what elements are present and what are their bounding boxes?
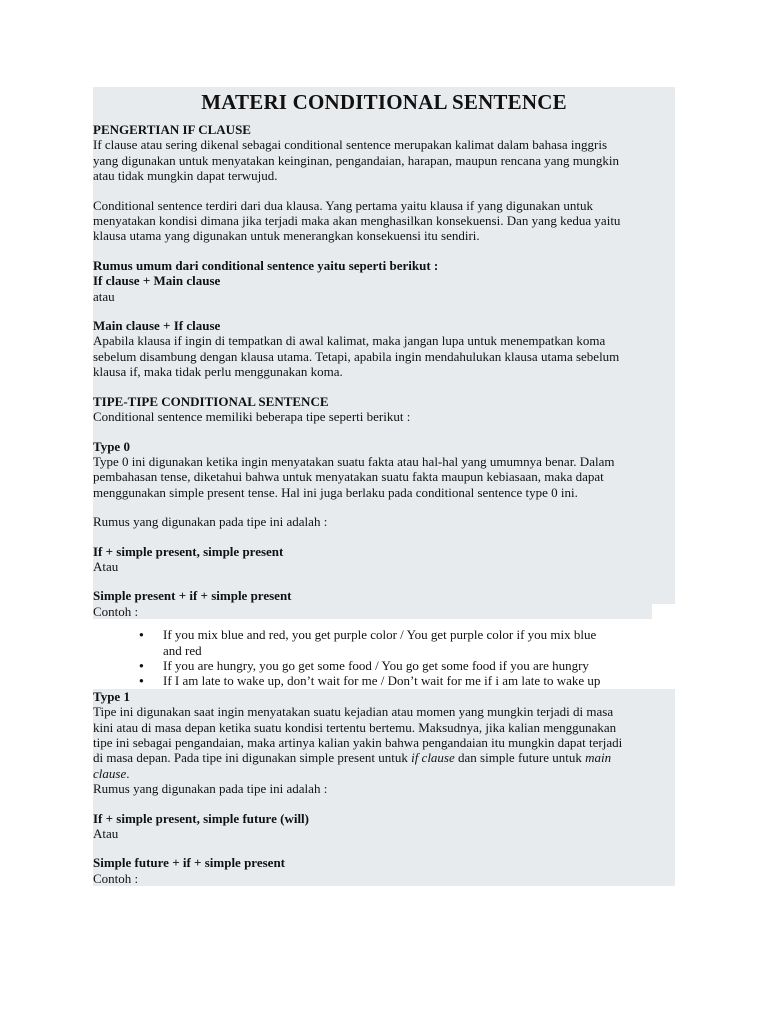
paragraph-line: sebelum disambung dengan klausa utama. Tetapi, apabila ingin mendahulukan klausa utama sebelum — [93, 348, 620, 364]
atau-text: Atau — [93, 558, 119, 574]
tipe-intro: Conditional sentence memiliki beberapa tipe seperti berikut : — [93, 409, 411, 425]
document-page — [93, 87, 675, 886]
contoh-label: Contoh : — [93, 603, 139, 619]
formula-main-if: Main clause + If clause — [93, 318, 221, 334]
example-text: If you mix blue and red, you get purple color / You get purple color if you mix blue — [163, 627, 597, 643]
text-run: dan simple future untuk — [454, 750, 586, 766]
section-heading-tipe: TIPE-TIPE CONDITIONAL SENTENCE — [93, 393, 329, 409]
paragraph-line — [93, 750, 675, 765]
italic-term: clause — [93, 765, 127, 781]
paragraph-line: yang digunakan untuk menyatakan keinginan, pengandaian, harapan, maupun rencana yang mungkin — [93, 152, 619, 168]
italic-term: if clause — [411, 750, 455, 766]
paragraph-line: tipe ini sebagai pengandaian, maka artinya kalian yakin bahwa pengandaian itu mungkin dapat terjadi — [93, 735, 623, 750]
italic-term: main — [585, 750, 612, 766]
example-text: If I am late to wake up, don’t wait for me / Don’t wait for me if i am late to wake up — [163, 673, 601, 689]
paragraph-line: klausa if, maka tidak perlu menggunakan koma. — [93, 364, 343, 380]
rumus-intro: Rumus yang digunakan pada tipe ini adalah : — [93, 781, 328, 797]
atau-text: atau — [93, 288, 115, 304]
paragraph-line: klausa utama yang digunakan untuk menerangkan konsekuensi itu sendiri. — [93, 228, 480, 244]
list-item — [163, 658, 675, 673]
paragraph-line: Type 0 ini digunakan ketika ingin menyatakan suatu fakta atau hal-hal yang umumnya benar. Dalam — [93, 453, 615, 469]
paragraph-line: menyatakan kondisi dimana jika terjadi maka akan menghasilkan konsekuensi. Dan yang kedua yaitu — [93, 213, 621, 229]
formula-if-main: If clause + Main clause — [93, 273, 221, 289]
section-heading-pengertian: PENGERTIAN IF CLAUSE — [93, 122, 251, 137]
paragraph-line: Tipe ini digunakan saat ingin menyatakan suatu kejadian atau momen yang mungkin terjadi di masa — [93, 704, 614, 720]
text-run: di masa depan. Pada tipe ini digunakan simple present untuk — [93, 750, 412, 766]
type0-heading: Type 0 — [93, 438, 130, 454]
list-item — [163, 673, 675, 688]
example-list — [93, 619, 675, 689]
formula-type1-2: Simple future + if + simple present — [93, 855, 285, 871]
paragraph-line: Apabila klausa if ingin di tempatkan di awal kalimat, maka jangan lupa untuk menempatkan koma — [93, 333, 606, 349]
paragraph-line: pembahasan tense, diketahui bahwa untuk menyatakan suatu fakta maupun kebiasaan, maka dapat — [93, 469, 604, 485]
example-text: and red — [163, 642, 202, 658]
rumus-intro: Rumus yang digunakan pada tipe ini adalah : — [93, 514, 328, 530]
atau-text: Atau — [93, 826, 119, 842]
shaded-contoh — [93, 604, 652, 619]
paragraph-line: menggunakan simple present tense. Hal ini juga berlaku pada conditional sentence type 0 ini. — [93, 484, 578, 500]
shaded-section-bottom — [93, 689, 675, 886]
formula-type0-2: Simple present + if + simple present — [93, 588, 292, 604]
list-item — [163, 627, 675, 658]
text-run: . — [126, 765, 130, 781]
paragraph-line: atau tidak mungkin dapat terwujud. — [93, 168, 278, 184]
formula-type0-1: If + simple present, simple present — [93, 543, 284, 559]
paragraph-line: If clause atau sering dikenal sebagai conditional sentence merupakan kalimat dalam bahasa inggris — [93, 137, 608, 153]
example-text: If you are hungry, you go get some food / You go get some food if you are hungry — [163, 657, 589, 673]
paragraph-line: kini atau di masa depan ketika suatu kondisi tertentu bertemu. Maksudnya, jika kalian menggunakan — [93, 719, 617, 735]
shaded-section-top — [93, 87, 675, 604]
page-title: MATERI CONDITIONAL SENTENCE — [201, 90, 567, 114]
paragraph-line — [93, 766, 675, 781]
paragraph-line: Conditional sentence terdiri dari dua klausa. Yang pertama yaitu klausa if yang digunakan untuk — [93, 197, 594, 213]
formula-type1-1: If + simple present, simple future (will) — [93, 810, 309, 826]
rumus-heading: Rumus umum dari conditional sentence yaitu seperti berikut : — [93, 257, 439, 273]
contoh-label: Contoh : — [93, 870, 139, 886]
type1-heading: Type 1 — [93, 688, 130, 704]
